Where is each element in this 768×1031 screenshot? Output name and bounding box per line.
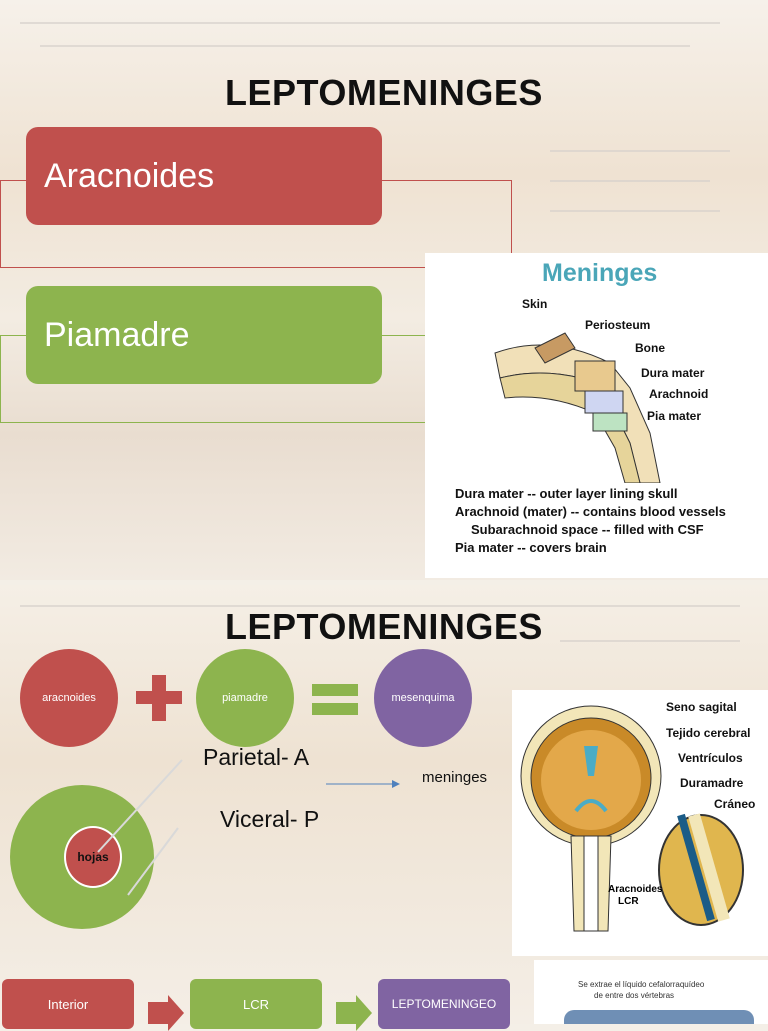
label-arachnoid: Arachnoid [649, 387, 709, 401]
arrow-icon [148, 1002, 168, 1024]
lumbar-puncture-panel [534, 960, 768, 1024]
caption-subarachnoid: Subarachnoid space -- filled with CSF [471, 522, 704, 537]
arrow-icon [168, 995, 184, 1031]
leptomeningeo-box: LEPTOMENINGEO [378, 979, 510, 1029]
hojas-inner-circle: hojas [64, 826, 122, 888]
equals-icon [312, 684, 358, 696]
lcr-box: LCR [190, 979, 322, 1029]
arrow-icon [336, 1002, 356, 1024]
faint-text-line [550, 180, 710, 182]
label-seno-sagital: Seno sagital [666, 700, 737, 714]
label-duramadre: Duramadre [680, 776, 744, 790]
caption-arachnoid: Arachnoid (mater) -- contains blood vessels [455, 504, 726, 519]
label-bone: Bone [635, 341, 665, 355]
brain-illustration [516, 696, 676, 951]
faint-text-line [550, 210, 720, 212]
label-craneo: Cráneo [714, 797, 756, 811]
slide-1-title: LEPTOMENINGES [225, 72, 543, 113]
plus-icon [152, 675, 166, 721]
faint-text-line [40, 45, 690, 47]
meninges-figure-panel [425, 253, 768, 578]
meninges-label: meninges [422, 769, 488, 786]
parietal-label: Parietal- A [203, 744, 310, 770]
faint-text-line [550, 150, 730, 152]
label-ventriculos: Ventrículos [678, 751, 743, 765]
mesenquima-circle: mesenquima [374, 649, 472, 747]
label-skin: Skin [522, 297, 548, 311]
brain-detail-inset [656, 810, 746, 930]
inset-caption-2: de entre dos vértebras [594, 991, 675, 1000]
label-pia-mater: Pia mater [647, 409, 702, 423]
arrow-icon [356, 995, 372, 1031]
label-tejido-cerebral: Tejido cerebral [666, 726, 751, 740]
slide-2-title: LEPTOMENINGES [225, 606, 543, 647]
aracnoides-box: Aracnoides [26, 127, 382, 225]
piamadre-box: Piamadre [26, 286, 382, 384]
interior-box: Interior [2, 979, 134, 1029]
brain-figure-panel [512, 690, 768, 956]
label-periosteum: Periosteum [585, 318, 651, 332]
label-dura-mater: Dura mater [641, 366, 705, 380]
spine-illustration [564, 1010, 754, 1024]
piamadre-circle: piamadre [196, 649, 294, 747]
inset-caption-1: Se extrae el líquido cefalorraquídeo [578, 980, 705, 989]
caption-pia: Pia mater -- covers brain [455, 540, 607, 555]
label-lcr: LCR [618, 896, 639, 907]
equals-icon [312, 703, 358, 715]
aracnoides-circle: aracnoides [20, 649, 118, 747]
meninges-figure-title: Meninges [542, 259, 658, 287]
caption-dura: Dura mater -- outer layer lining skull [455, 486, 678, 501]
label-aracnoides: Aracnoides [608, 884, 663, 895]
faint-text-line [20, 22, 720, 24]
viceral-label: Viceral- P [220, 806, 320, 832]
